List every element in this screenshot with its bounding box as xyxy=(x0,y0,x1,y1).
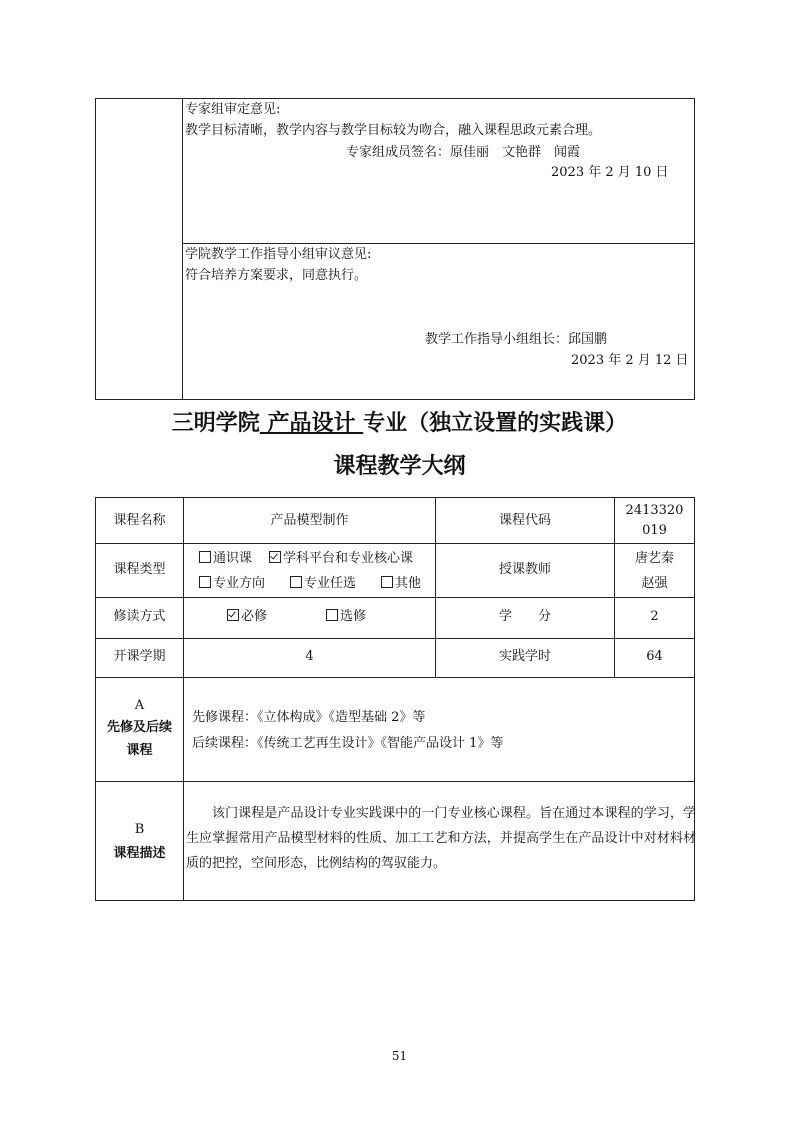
checkbox-icon xyxy=(199,576,211,588)
page-number: 51 xyxy=(391,1049,408,1063)
expert-opinion-text: 教学目标清晰，教学内容与教学目标较为吻合，融入课程思政元素合理。 xyxy=(185,123,602,138)
review-table-right-border xyxy=(694,98,695,400)
course-name-label: 课程名称 xyxy=(113,513,166,528)
review-table-inner-border xyxy=(182,98,183,400)
study-mode-label: 修读方式 xyxy=(113,609,166,624)
syllabus-table-top-border xyxy=(95,497,695,498)
expert-opinion-label: 专家组审定意见: xyxy=(185,102,281,117)
syllabus-row-divider-2 xyxy=(95,597,695,598)
syllabus-row-divider-1 xyxy=(95,543,695,544)
practice-hours-label: 实践学时 xyxy=(498,649,551,664)
course-type-option-core: 学科平台和专业核心课 xyxy=(269,550,413,568)
study-mode-elective: 选修 xyxy=(326,608,366,626)
college-opinion-text: 符合培养方案要求，同意执行。 xyxy=(185,268,368,283)
syllabus-table-bottom-border xyxy=(95,900,695,901)
study-mode-required: 必修 xyxy=(227,608,267,626)
followup-courses: 后续课程：《传统工艺再生设计》《智能产品设计 1》等 xyxy=(192,736,504,751)
course-name-value: 产品模型制作 xyxy=(270,513,349,528)
teacher-name-2: 赵强 xyxy=(641,576,668,591)
section-a-letter: A xyxy=(134,698,145,713)
title-suffix: 专业（独立设置的实践课） xyxy=(363,411,628,436)
course-type-option-other: 其他 xyxy=(381,575,421,593)
checkbox-icon xyxy=(381,576,393,588)
review-table-left-border xyxy=(95,98,96,400)
review-table-bottom-border xyxy=(95,399,695,400)
prerequisite-courses: 先修课程：《立体构成》《造型基础 2》等 xyxy=(192,710,426,725)
syllabus-col-divider-1 xyxy=(183,497,184,901)
title-major: 产品设计 xyxy=(267,411,356,436)
review-table-divider xyxy=(182,243,695,244)
title-prefix: 三明学院 xyxy=(171,411,260,436)
semester-label: 开课学期 xyxy=(113,649,166,664)
section-a-title-2: 课程 xyxy=(126,743,153,758)
course-type-label: 课程类型 xyxy=(113,562,166,577)
expert-signature: 专家组成员签名：原佳丽 文艳群 闻霞 xyxy=(346,145,581,160)
college-date: 2023 年 2 月 12 日 xyxy=(571,353,689,368)
course-code-line2: 019 xyxy=(642,523,667,538)
credit-value: 2 xyxy=(650,609,659,624)
expert-date: 2023 年 2 月 10 日 xyxy=(551,165,669,180)
review-table-top-border xyxy=(95,98,695,99)
checkbox-icon xyxy=(290,576,302,588)
checked-checkbox-icon xyxy=(269,551,281,563)
checkbox-icon xyxy=(199,551,211,563)
section-a-title-1: 先修及后续 xyxy=(106,720,172,735)
checked-checkbox-icon xyxy=(227,609,239,621)
course-type-option-elective: 专业任选 xyxy=(290,575,356,593)
practice-hours-value: 64 xyxy=(646,649,663,664)
section-b-title: 课程描述 xyxy=(113,846,166,861)
college-signature: 教学工作指导小组组长：邱国鹏 xyxy=(425,332,608,347)
credit-label: 学 分 xyxy=(498,609,551,624)
syllabus-row-divider-4 xyxy=(95,677,695,678)
course-type-option-direction: 专业方向 xyxy=(199,575,265,593)
teacher-label: 授课教师 xyxy=(498,562,551,577)
college-opinion-label: 学院教学工作指导小组审议意见: xyxy=(185,247,372,262)
syllabus-row-divider-5 xyxy=(95,781,695,782)
course-type-option-general: 通识课 xyxy=(199,550,252,568)
course-description: 该门课程是产品设计专业实践课中的一门专业核心课程。旨在通过本课程的学习，学生应掌握常用产品模型材料的性质、加工工艺和方法，并提高学生在产品设计中对材料材质的把控，空间形态，比例结构的驾驭能力。 xyxy=(186,806,696,871)
section-b-letter: B xyxy=(134,822,145,837)
syllabus-title-line2: 课程教学大纲 xyxy=(333,454,466,479)
teacher-name-1: 唐艺秦 xyxy=(634,551,674,566)
syllabus-title-line1 xyxy=(0,409,799,439)
course-code-line1: 2413320 xyxy=(625,503,684,518)
course-code-label: 课程代码 xyxy=(498,513,551,528)
semester-value: 4 xyxy=(305,649,314,664)
checkbox-icon xyxy=(326,609,338,621)
syllabus-row-divider-3 xyxy=(95,638,695,639)
